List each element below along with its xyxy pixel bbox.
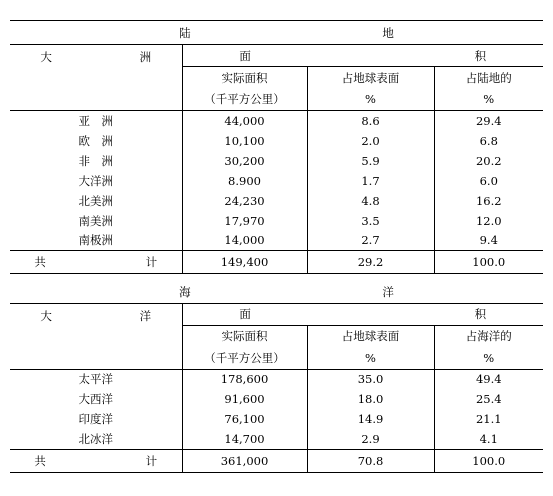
share-value: 6.0 xyxy=(434,171,543,191)
land-title xyxy=(10,21,543,45)
ocean-name: 大西洋 xyxy=(78,392,113,406)
share-value: 20.2 xyxy=(434,151,543,171)
area-group-left: 面 xyxy=(239,48,251,63)
total-area: 361,000 xyxy=(182,449,307,472)
ocean-name: 印度洋 xyxy=(78,412,113,426)
land-area-group-header xyxy=(182,45,543,67)
share-value: 29.4 xyxy=(434,111,543,131)
continent-header-right: 洲 xyxy=(139,50,152,64)
total-label xyxy=(10,251,182,274)
earth-value: 5.9 xyxy=(307,151,434,171)
share-value: 6.8 xyxy=(434,131,543,151)
earth-pct-header: 占地球表面 xyxy=(307,67,434,89)
total-label-right: 计 xyxy=(145,255,158,269)
area-value: 14,000 xyxy=(182,231,307,251)
land-table xyxy=(10,20,543,274)
continent-name: 大洋洲 xyxy=(78,173,113,188)
land-pct-unit: % xyxy=(434,89,543,111)
earth-value: 8.6 xyxy=(307,111,434,131)
share-value: 25.4 xyxy=(434,389,543,409)
continent-name: 非 洲 xyxy=(78,153,113,168)
area-value: 17,970 xyxy=(182,211,307,231)
total-label-left: 共 xyxy=(34,255,46,269)
table-row xyxy=(10,191,543,211)
total-label-left: 共 xyxy=(34,453,46,468)
total-area: 149,400 xyxy=(182,251,307,274)
area-group-right: 积 xyxy=(474,307,487,321)
land-title-right: 地 xyxy=(382,25,394,40)
earth-pct-unit: % xyxy=(307,347,434,369)
table-row xyxy=(10,131,543,151)
table-row xyxy=(10,171,543,191)
ocean-header-right: 洋 xyxy=(139,308,152,323)
earth-value: 3.5 xyxy=(307,211,434,231)
area-value: 24,230 xyxy=(182,191,307,211)
actual-area-header: 实际面积 xyxy=(182,325,307,347)
earth-value: 2.9 xyxy=(307,429,434,449)
continent-header xyxy=(10,45,182,111)
actual-area-unit: （千平方公里） xyxy=(182,89,307,111)
total-earth: 70.8 xyxy=(307,449,434,472)
total-row xyxy=(10,251,543,274)
actual-area-unit: （千平方公里） xyxy=(182,347,307,369)
ocean-title-left: 海 xyxy=(179,284,191,299)
share-value: 16.2 xyxy=(434,191,543,211)
ocean-name: 太平洋 xyxy=(78,372,113,387)
share-value: 4.1 xyxy=(434,429,543,449)
total-earth: 29.2 xyxy=(307,251,434,274)
ocean-header xyxy=(10,303,182,369)
ocean-pct-header: 占海洋的 xyxy=(434,325,543,347)
earth-pct-header: 占地球表面 xyxy=(307,325,434,347)
earth-pct-unit: % xyxy=(307,89,434,111)
earth-value: 14.9 xyxy=(307,409,434,429)
earth-value: 2.7 xyxy=(307,231,434,251)
table-row xyxy=(10,369,543,389)
ocean-table xyxy=(10,281,543,473)
table-row xyxy=(10,111,543,131)
table-row xyxy=(10,151,543,171)
table-row xyxy=(10,429,543,449)
area-value: 91,600 xyxy=(182,389,307,409)
continent-name: 北美洲 xyxy=(78,193,113,208)
share-value: 9.4 xyxy=(434,231,543,251)
total-share: 100.0 xyxy=(434,449,543,472)
continent-name: 南极洲 xyxy=(78,233,113,248)
earth-value: 2.0 xyxy=(307,131,434,151)
land-pct-header: 占陆地的 xyxy=(434,67,543,89)
total-row xyxy=(10,449,543,472)
table-row xyxy=(10,389,543,409)
total-label-right: 计 xyxy=(145,453,158,468)
earth-value: 35.0 xyxy=(307,369,434,389)
share-value: 12.0 xyxy=(434,211,543,231)
area-value: 14,700 xyxy=(182,429,307,449)
table-row xyxy=(10,211,543,231)
area-value: 10,100 xyxy=(182,131,307,151)
area-value: 76,100 xyxy=(182,409,307,429)
area-value: 178,600 xyxy=(182,369,307,389)
earth-value: 1.7 xyxy=(307,171,434,191)
area-value: 8.900 xyxy=(182,171,307,191)
area-value: 44,000 xyxy=(182,111,307,131)
earth-value: 4.8 xyxy=(307,191,434,211)
total-share: 100.0 xyxy=(434,251,543,274)
continent-header-left: 大 xyxy=(40,50,52,64)
ocean-name: 北冰洋 xyxy=(78,431,113,446)
area-group-left: 面 xyxy=(239,307,251,321)
continent-name: 亚 洲 xyxy=(78,113,113,128)
share-value: 21.1 xyxy=(434,409,543,429)
ocean-header-left: 大 xyxy=(40,308,52,323)
share-value: 49.4 xyxy=(434,369,543,389)
table-row xyxy=(10,231,543,251)
land-title-left: 陆 xyxy=(179,25,191,40)
ocean-title xyxy=(10,281,543,303)
actual-area-header: 实际面积 xyxy=(182,67,307,89)
total-label xyxy=(10,449,182,472)
area-value: 30,200 xyxy=(182,151,307,171)
table-row xyxy=(10,409,543,429)
ocean-area-group-header xyxy=(182,303,543,325)
ocean-title-right: 洋 xyxy=(382,284,394,299)
ocean-pct-unit: % xyxy=(434,347,543,369)
continent-name: 南美洲 xyxy=(78,213,113,228)
area-group-right: 积 xyxy=(474,48,487,63)
earth-value: 18.0 xyxy=(307,389,434,409)
continent-name: 欧 洲 xyxy=(78,133,113,148)
